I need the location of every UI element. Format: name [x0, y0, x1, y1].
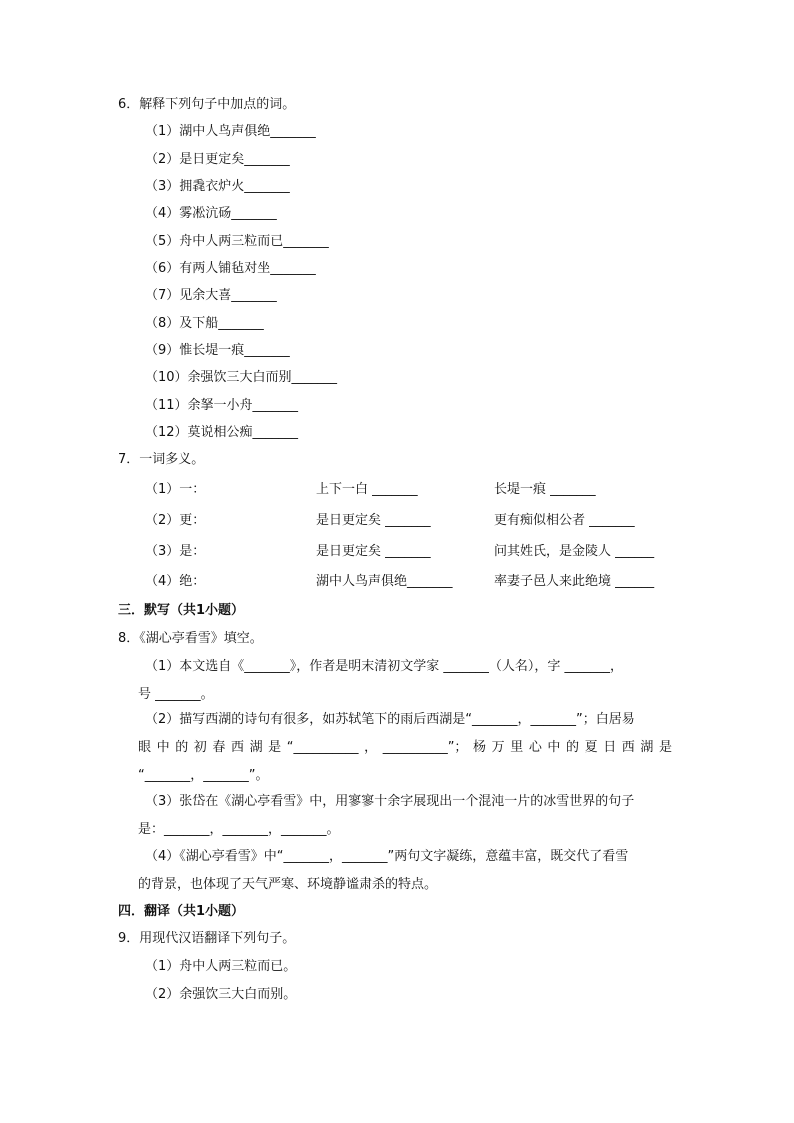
q6-item: （10）余强饮三大白而别_______: [145, 370, 338, 385]
q7-row-a: 湖中人鸟声俱绝_______: [316, 574, 453, 589]
q7-row-label: （1）一：: [145, 482, 206, 497]
q7-title: 7．一词多义。: [118, 452, 205, 467]
q8-part2-line: 眼中的初春西湖是“__________，__________”；杨万里心中的夏日西湖是: [138, 740, 672, 755]
q6-item: （5）舟中人两三粒而已_______: [145, 234, 329, 249]
q8-part3-line: 是：_______，_______，_______。: [138, 822, 340, 837]
q7-row-b: 率妻子邑人来此绝境 ______: [494, 574, 655, 589]
q7-row-label: （2）更：: [145, 513, 206, 528]
section-heading: 四．翻译（共1小题）: [118, 904, 245, 919]
q8-part2-line: “_______，_______”。: [138, 768, 269, 783]
q7-row-a: 上下一白 _______: [316, 482, 418, 497]
q6-item: （6）有两人铺毡对坐_______: [145, 261, 316, 276]
q8-part3-line: （3）张岱在《湖心亭看雪》中，用寥寥十余字展现出一个混沌一片的冰雪世界的句子: [145, 794, 635, 809]
q8-part4-line: （4）《湖心亭看雪》中“_______，_______”两句文字凝练，意蕴丰富，既交代了看雪: [145, 849, 629, 864]
q8-title: 8．《湖心亭看雪》填空。: [118, 631, 263, 646]
q6-title: 6．解释下列句子中加点的词。: [118, 97, 296, 112]
q8-part2-line: （2）描写西湖的诗句有很多，如苏轼笔下的雨后西湖是“_______，_______”；白居易: [145, 712, 635, 727]
q6-item: （3）拥毳衣炉火_______: [145, 179, 290, 194]
q7-row-label: （3）是：: [145, 544, 206, 559]
q6-item: （2）是日更定矣_______: [145, 152, 290, 167]
q7-row-b: 长堤一痕 _______: [494, 482, 596, 497]
q6-item: （9）惟长堤一痕_______: [145, 343, 290, 358]
q6-item: （11）余拏一小舟_______: [145, 398, 299, 413]
q7-row-b: 问其姓氏，是金陵人 ______: [494, 544, 655, 559]
q8-part1-line: 号 _______。: [138, 687, 214, 702]
q8-part1-line: （1）本文选自《_______》，作者是明末清初文学家 _______（人名），字 _______，: [145, 659, 624, 674]
q6-item: （7）见余大喜_______: [145, 288, 277, 303]
q9-title: 9．用现代汉语翻译下列句子。: [118, 931, 296, 946]
q6-item: （8）及下船_______: [145, 316, 264, 331]
q7-row-b: 更有痴似相公者 _______: [494, 513, 635, 528]
q6-item: （1）湖中人鸟声俱绝_______: [145, 124, 316, 139]
q7-row-a: 是日更定矣 _______: [316, 544, 431, 559]
q9-item: （2）余强饮三大白而别。: [145, 987, 297, 1002]
q7-row-label: （4）绝：: [145, 574, 206, 589]
q7-row-a: 是日更定矣 _______: [316, 513, 431, 528]
section-heading: 三．默写（共1小题）: [118, 603, 245, 618]
q9-item: （1）舟中人两三粒而已。: [145, 959, 297, 974]
q6-item: （12）莫说相公痴_______: [145, 425, 299, 440]
q8-part4-line: 的背景，也体现了天气严寒、环境静谧肃杀的特点。: [138, 877, 438, 892]
q6-item: （4）雾凇沆砀_______: [145, 206, 277, 221]
